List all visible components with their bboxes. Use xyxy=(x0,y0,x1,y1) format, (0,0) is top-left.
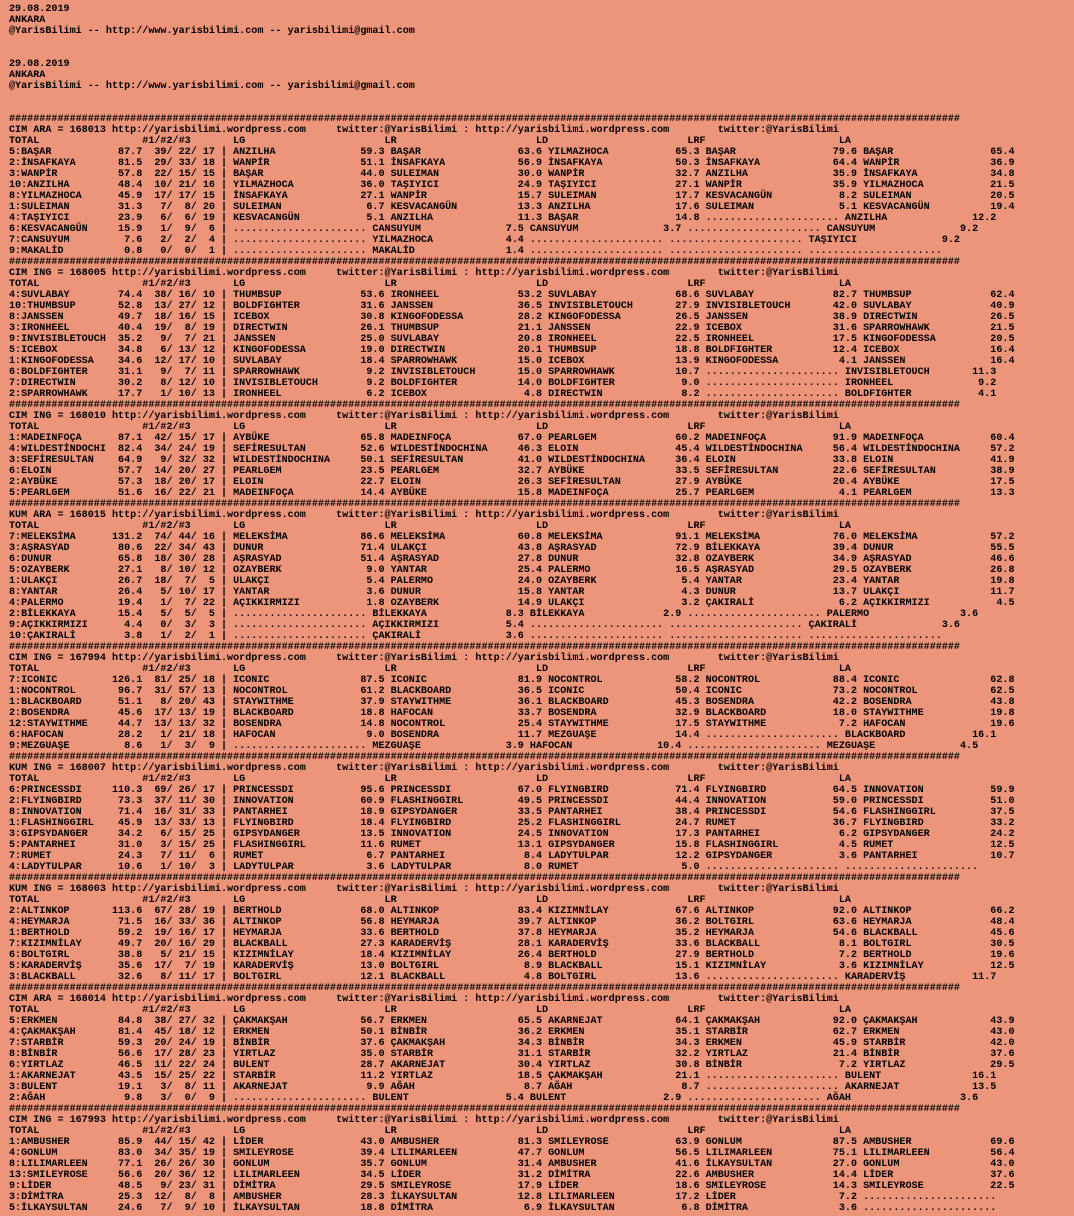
blank-line xyxy=(9,48,1074,59)
text-line: @YarisBilimi -- http://www.yarisbilimi.com -- yarisbilimi@gmail.com xyxy=(9,26,415,37)
text-line: 1:BERTHOLD 59.2 19/ 16/ 17 | HEYMARJA 33.6 BERTHOLD 37.8 HEYMARJA 35.2 HEYMARJA 54.6 BLACKBALL 45.6 xyxy=(9,928,1015,939)
text-line: 1:MADEINFOÇA 87.1 42/ 15/ 17 | AYBÜKE 65.8 MADEINFOÇA 67.0 PEARLGEM 60.2 MADEINFOÇA 91.9 MADEINFOÇA 60.4 xyxy=(9,433,1015,444)
text-line: 4:ÇAKMAKŞAH 81.4 45/ 18/ 12 | ERKMEN 50.1 BİNBİR 36.2 ERKMEN 35.1 STARBİR 62.7 ERKMEN 43.0 xyxy=(9,1027,1015,1038)
text-line: 4:GONLUM 83.0 34/ 35/ 19 | SMILEYROSE 39.4 LILIMARLEEN 47.7 GONLUM 56.5 LILIMARLEEN 75.1 LILIMARLEEN 56.4 xyxy=(9,1148,1015,1159)
text-line: 7:MELEKSİMA 131.2 74/ 44/ 16 | MELEKSİMA 86.6 MELEKSİMA 60.8 MELEKSİMA 91.1 MELEKSİMA 76.0 MELEKSİMA 57.2 xyxy=(9,532,1015,543)
separator-line: ############################################################################################################################################################# xyxy=(9,983,960,994)
text-line: 1:BLACKBOARD 51.1 8/ 20/ 43 | STAYWITHME 37.9 STAYWITHME 36.1 BLACKBOARD 45.3 BOSENDRA 42.2 BOSENDRA 43.8 xyxy=(9,697,1015,708)
race-header: KUM ING = 168007 http://yarisbilimi.wordpress.com twitter:@YarisBilimi : http://yarisbilimi.wordpress.com twitter:@YarisBilimi xyxy=(9,763,839,774)
text-line: 1:SULEIMAN 31.3 7/ 8/ 20 | SULEIMAN 6.7 KESVACANGÜN 13.3 ANZILHA 17.6 SULEIMAN 5.1 KESVACANGÜN 19.4 xyxy=(9,202,1015,213)
race-header: CIM ING = 167994 http://yarisbilimi.wordpress.com twitter:@YarisBilimi : http://yarisbilimi.wordpress.com twitter:@YarisBilimi xyxy=(9,653,839,664)
column-header: TOTAL #1/#2/#3 LG LR LD LRF LA xyxy=(9,1126,851,1137)
column-header: TOTAL #1/#2/#3 LG LR LD LRF LA xyxy=(9,422,851,433)
text-line: 2:FLYINGBIRD 73.3 37/ 11/ 30 | INNOVATION 60.9 FLASHINGGIRL 49.5 PRINCESSDI 44.4 INNOVATION 59.0 PRINCESSDI 51.0 xyxy=(9,796,1015,807)
text-line: 8:YANTAR 26.4 5/ 10/ 17 | YANTAR 3.6 DUNUR 15.8 YANTAR 4.3 DUNUR 13.7 ULAKÇI 11.7 xyxy=(9,587,1015,598)
text-line: 8:YILMAZHOCA 45.9 17/ 17/ 15 | İNSAFKAYA 27.1 WANPİR 15.7 SULEIMAN 17.7 KESVACANGÜN 8.2 SULEIMAN 20.5 xyxy=(9,191,1015,202)
text-line: 1:ULAKÇI 26.7 18/ 7/ 5 | ULAKÇI 5.4 PALERMO 24.0 OZAYBERK 5.4 YANTAR 23.4 YANTAR 19.8 xyxy=(9,576,1015,587)
text-line: 6:BOLDFIGHTER 31.1 9/ 7/ 11 | SPARROWHAWK 9.2 INVISIBLETOUCH 15.0 SPARROWHAWK 10.7 ...................... INVISIBLETOUCH 11.3 xyxy=(9,367,997,378)
text-line: 2:BİLEKKAYA 15.4 5/ 5/ 5 | ...................... BİLEKKAYA 8.3 BİLEKKAYA 2.9 ...................... PALERMO 3.6 xyxy=(9,609,979,620)
text-line: 8:JANSSEN 49.7 18/ 16/ 15 | ICEBOX 30.8 KINGOFODESSA 28.2 KINGOFODESSA 26.5 JANSSEN 38.9 DIRECTWIN 26.5 xyxy=(9,312,1015,323)
text-line: 9:INVISIBLETOUCH 35.2 9/ 7/ 21 | JANSSEN 25.0 SUVLABAY 20.8 IRONHEEL 22.5 IRONHEEL 17.5 KINGOFODESSA 20.5 xyxy=(9,334,1015,345)
text-line: 4:SUVLABAY 74.4 38/ 16/ 10 | THUMBSUP 53.6 IRONHEEL 53.2 SUVLABAY 68.6 SUVLABAY 82.7 THUMBSUP 62.4 xyxy=(9,290,1015,301)
column-header: TOTAL #1/#2/#3 LG LR LD LRF LA xyxy=(9,136,851,147)
text-line: 5:İLKAYSULTAN 24.6 7/ 9/ 10 | İLKAYSULTAN 18.8 DİMİTRA 6.9 İLKAYSULTAN 6.8 DİMİTRA 3.6 ...................... xyxy=(9,1203,997,1214)
text-line: 9:AÇIKKIRMIZI 4.4 0/ 3/ 3 | ...................... AÇIKKIRMIZI 5.4 ...................... ...................... ÇAKIRALİ 3.6 xyxy=(9,620,960,631)
text-line: 10:THUMBSUP 52.8 13/ 27/ 12 | BOLDFIGHTER 31.6 JANSSEN 36.5 INVISIBLETOUCH 27.9 INVISIBLETOUCH 42.0 SUVLABAY 40.9 xyxy=(9,301,1015,312)
text-line: 9:MEZGUAŞE 8.6 1/ 3/ 9 | ...................... MEZGUAŞE 3.9 HAFOCAN 10.4 ...................... MEZGUAŞE 4.5 xyxy=(9,741,979,752)
race-header: CIM ING = 168010 http://yarisbilimi.wordpress.com twitter:@YarisBilimi : http://yarisbilimi.wordpress.com twitter:@YarisBilimi xyxy=(9,411,839,422)
text-line: 5:PANTARHEI 31.0 3/ 15/ 25 | FLASHINGGIRL 11.6 RUMET 13.1 GIPSYDANGER 15.8 FLASHINGGIRL 4.5 RUMET 12.5 xyxy=(9,840,1015,851)
separator-line: ############################################################################################################################################################# xyxy=(9,499,960,510)
separator-line: ############################################################################################################################################################# xyxy=(9,873,960,884)
race-header: KUM ARA = 168015 http://yarisbilimi.wordpress.com twitter:@YarisBilimi : http://yarisbilimi.wordpress.com twitter:@YarisBilimi xyxy=(9,510,839,521)
text-line: 1:AMBUSHER 85.9 44/ 15/ 42 | LİDER 43.0 AMBUSHER 81.3 SMILEYROSE 63.9 GONLUM 87.5 AMBUSHER 69.6 xyxy=(9,1137,1015,1148)
text-line: 5:OZAYBERK 27.1 8/ 10/ 12 | OZAYBERK 9.0 YANTAR 25.4 PALERMO 16.5 AŞRASYAD 29.5 OZAYBERK 26.8 xyxy=(9,565,1015,576)
separator-line: ############################################################################################################################################################# xyxy=(9,642,960,653)
text-line: 29.08.2019 xyxy=(9,59,70,70)
text-line: 4:LADYTULPAR 10.6 1/ 10/ 3 | LADYTULPAR 3.6 LADYTULPAR 8.0 RUMET 5.0 ...................... ...................... xyxy=(9,862,979,873)
text-line: 4:PALERMO 19.4 1/ 7/ 22 | AÇIKKIRMIZI 1.8 OZAYBERK 14.9 ULAKÇI 3.2 ÇAKIRALİ 6.2 AÇIKKIRMIZI 4.5 xyxy=(9,598,1015,609)
text-line: 5:PEARLGEM 51.6 16/ 22/ 21 | MADEINFOÇA 14.4 AYBÜKE 15.8 MADEINFOÇA 25.7 PEARLGEM 4.1 PEARLGEM 13.3 xyxy=(9,488,1015,499)
text-line: 5:BAŞAR 87.7 39/ 22/ 17 | ANZILHA 59.3 BAŞAR 63.6 YILMAZHOCA 65.3 BAŞAR 79.6 BAŞAR 65.4 xyxy=(9,147,1015,158)
separator-line: ############################################################################################################################################################# xyxy=(9,752,960,763)
blank-line xyxy=(9,103,1074,114)
text-line: 4:WILDESTİNDOCHI 82.4 34/ 24/ 19 | SEFİRESULTAN 52.6 WILDESTİNDOCHINA 46.3 ELOIN 45.4 WILDESTİNDOCHINA 56.4 WILDESTİNDOCHINA 57.2 xyxy=(9,444,1015,455)
text-line: 7:ICONIC 126.1 81/ 25/ 18 | ICONIC 87.5 ICONIC 81.9 NOCONTROL 58.2 NOCONTROL 88.4 ICONIC 62.8 xyxy=(9,675,1015,686)
text-line: 1:AKARNEJAT 43.5 15/ 25/ 22 | STARBİR 11.2 YIRTLAZ 18.5 ÇAKMAKŞAH 21.1 ...................... BULENT 16.1 xyxy=(9,1071,997,1082)
text-line: 3:WANPİR 57.8 22/ 15/ 15 | BAŞAR 44.0 SULEIMAN 30.0 WANPİR 32.7 ANZILHA 35.9 İNSAFKAYA 34.8 xyxy=(9,169,1015,180)
column-header: TOTAL #1/#2/#3 LG LR LD LRF LA xyxy=(9,664,851,675)
text-line: 2:AYBÜKE 57.3 18/ 20/ 17 | ELOIN 22.7 ELOIN 26.3 SEFİRESULTAN 27.9 AYBÜKE 20.4 AYBÜKE 17.5 xyxy=(9,477,1015,488)
text-line: 2:AĞAH 9.8 3/ 0/ 9 | ...................... BULENT 5.4 BULENT 2.9 ...................... AĞAH 3.6 xyxy=(9,1093,979,1104)
text-line: 7:CANSUYUM 7.6 2/ 2/ 4 | ...................... YILMAZHOCA 4.4 ...................... ...................... TAŞIYICI 9.2 xyxy=(9,235,960,246)
text-line: 6:PRINCESSDI 110.3 69/ 26/ 17 | PRINCESSDI 95.6 PRINCESSDI 67.0 FLYINGBIRD 71.4 FLYINGBIRD 64.5 INNOVATION 59.9 xyxy=(9,785,1015,796)
text-line: 6:KESVACANGÜN 15.9 1/ 9/ 6 | ...................... CANSUYUM 7.5 CANSUYUM 3.7 ...................... CANSUYUM 9.2 xyxy=(9,224,979,235)
column-header: TOTAL #1/#2/#3 LG LR LD LRF LA xyxy=(9,774,851,785)
text-line: 9:LİDER 48.5 9/ 23/ 31 | DİMİTRA 29.5 SMILEYROSE 17.9 LİDER 18.6 SMILEYROSE 14.3 SMILEYROSE 22.5 xyxy=(9,1181,1015,1192)
column-header: TOTAL #1/#2/#3 LG LR LD LRF LA xyxy=(9,895,851,906)
text-line: 5:ERKMEN 84.8 38/ 27/ 32 | ÇAKMAKŞAH 56.7 ERKMEN 65.5 AKARNEJAT 64.1 ÇAKMAKŞAH 92.0 ÇAKMAKŞAH 43.9 xyxy=(9,1016,1015,1027)
text-line: 8:LILIMARLEEN 77.1 26/ 26/ 30 | GONLUM 35.7 GONLUM 31.4 AMBUSHER 41.6 İLKAYSULTAN 27.0 GONLUM 43.0 xyxy=(9,1159,1015,1170)
text-line: 3:SEFİRESULTAN 64.9 9/ 32/ 32 | WILDESTİNDOCHINA 50.1 SEFİRESULTAN 41.0 WILDESTİNDOCHINA 36.4 ELOIN 33.8 ELOIN 41.9 xyxy=(9,455,1015,466)
text-line: 6:HAFOCAN 28.2 1/ 21/ 18 | HAFOCAN 9.0 BOSENDRA 11.7 MEZGUAŞE 14.4 ...................... BLACKBOARD 16.1 xyxy=(9,730,997,741)
text-line: 10:ÇAKIRALİ 3.8 1/ 2/ 1 | ...................... ÇAKIRALİ 3.6 ...................... ...................... ...................... xyxy=(9,631,942,642)
separator-line: ############################################################################################################################################################# xyxy=(9,400,960,411)
text-line: 2:SPARROWHAWK 17.7 1/ 10/ 13 | IRONHEEL 6.2 ICEBOX 4.8 DIRECTWIN 8.2 ...................... BOLDFIGHTER 4.1 xyxy=(9,389,997,400)
race-header: CIM ARA = 168014 http://yarisbilimi.wordpress.com twitter:@YarisBilimi : http://yarisbilimi.wordpress.com twitter:@YarisBilimi xyxy=(9,994,839,1005)
separator-line: ############################################################################################################################################################# xyxy=(9,114,960,125)
race-header: CIM ING = 167993 http://yarisbilimi.wordpress.com twitter:@YarisBilimi : http://yarisbilimi.wordpress.com twitter:@YarisBilimi xyxy=(9,1115,839,1126)
column-header: TOTAL #1/#2/#3 LG LR LD LRF LA xyxy=(9,521,851,532)
text-line: 8:INNOVATION 71.4 16/ 31/ 33 | PANTARHEI 18.9 GIPSYDANGER 33.5 PANTARHEI 38.4 PRINCESSDI 54.6 FLASHINGGIRL 37.5 xyxy=(9,807,1015,818)
blank-line xyxy=(9,92,1074,103)
race-header: KUM ING = 168003 http://yarisbilimi.wordpress.com twitter:@YarisBilimi : http://yarisbilimi.wordpress.com twitter:@YarisBilimi xyxy=(9,884,839,895)
text-line: ANKARA xyxy=(9,15,46,26)
text-line: 7:RUMET 24.3 7/ 11/ 6 | RUMET 6.7 PANTARHEI 8.4 LADYTULPAR 12.2 GIPSYDANGER 3.6 PANTARHEI 10.7 xyxy=(9,851,1015,862)
text-line: 8:BİNBİR 56.6 17/ 28/ 23 | YIRTLAZ 35.0 STARBİR 31.1 STARBİR 32.2 YIRTLAZ 21.4 BİNBİR 37.6 xyxy=(9,1049,1015,1060)
separator-line: ############################################################################################################################################################# xyxy=(9,1104,960,1115)
text-line: 1:KINGOFODESSA 34.6 12/ 17/ 10 | SUVLABAY 18.4 SPARROWHAWK 15.0 ICEBOX 13.9 KINGOFODESSA 4.1 JANSSEN 16.4 xyxy=(9,356,1015,367)
text-line: 5:ICEBOX 34.8 6/ 13/ 12 | KINGOFODESSA 19.0 DIRECTWIN 20.1 THUMBSUP 18.8 BOLDFIGHTER 12.4 ICEBOX 16.4 xyxy=(9,345,1015,356)
text-line: 6:YIRTLAZ 46.5 11/ 22/ 24 | BULENT 28.7 AKARNEJAT 30.4 YIRTLAZ 30.8 BİNBİR 7.2 YIRTLAZ 29.5 xyxy=(9,1060,1015,1071)
text-line: 29.08.2019 xyxy=(9,4,70,15)
text-line: 2:İNSAFKAYA 81.5 29/ 33/ 18 | WANPİR 51.1 İNSAFKAYA 56.9 İNSAFKAYA 50.3 İNSAFKAYA 64.4 WANPİR 36.9 xyxy=(9,158,1015,169)
text-line: 3:GIPSYDANGER 34.2 6/ 15/ 25 | GIPSYDANGER 13.5 INNOVATION 24.5 INNOVATION 17.3 PANTARHEI 6.2 GIPSYDANGER 24.2 xyxy=(9,829,1015,840)
separator-line: ############################################################################################################################################################# xyxy=(9,257,960,268)
text-line: 6:ELOIN 57.7 14/ 20/ 27 | PEARLGEM 23.5 PEARLGEM 32.7 AYBÜKE 33.5 SEFİRESULTAN 22.6 SEFİRESULTAN 38.9 xyxy=(9,466,1015,477)
text-line: 1:FLASHINGGIRL 45.9 13/ 33/ 13 | FLYINGBIRD 18.4 FLYINGBIRD 25.2 FLASHINGGIRL 24.7 RUMET 36.7 FLYINGBIRD 33.2 xyxy=(9,818,1015,829)
text-line: 4:TAŞIYICI 23.9 6/ 6/ 19 | KESVACANGÜN 5.1 ANZILHA 11.3 BAŞAR 14.8 ...................... ANZILHA 12.2 xyxy=(9,213,997,224)
text-line: 3:DİMİTRA 25.3 12/ 8/ 8 | AMBUSHER 28.3 İLKAYSULTAN 12.8 LILIMARLEEN 17.2 LİDER 7.2 ...................... xyxy=(9,1192,997,1203)
text-line: 1:NOCONTROL 96.7 31/ 57/ 13 | NOCONTROL 61.2 BLACKBOARD 36.5 ICONIC 50.4 ICONIC 73.2 NOCONTROL 62.5 xyxy=(9,686,1015,697)
column-header: TOTAL #1/#2/#3 LG LR LD LRF LA xyxy=(9,1005,851,1016)
text-line: 3:AŞRASYAD 80.6 22/ 34/ 43 | DUNUR 71.4 ULAKÇI 43.8 AŞRASYAD 72.9 BİLEKKAYA 39.4 DUNUR 55.5 xyxy=(9,543,1015,554)
blank-line xyxy=(9,37,1074,48)
text-line: 2:ALTINKOP 113.6 67/ 28/ 19 | BERTHOLD 68.0 ALTINKOP 83.4 KIZIMNİLAY 67.6 ALTINKOP 92.0 ALTINKOP 66.2 xyxy=(9,906,1015,917)
text-line: 13:SMILEYROSE 56.6 20/ 36/ 12 | LILIMARLEEN 34.5 LİDER 31.2 DİMİTRA 22.6 AMBUSHER 14.4 LİDER 37.6 xyxy=(9,1170,1015,1181)
text-line: 12:STAYWITHME 44.7 13/ 13/ 32 | BOSENDRA 14.8 NOCONTROL 25.4 STAYWITHME 17.5 STAYWITHME 7.2 HAFOCAN 19.6 xyxy=(9,719,1015,730)
text-line: 7:DIRECTWIN 30.2 8/ 12/ 10 | INVISIBLETOUCH 9.2 BOLDFIGHTER 14.0 BOLDFIGHTER 9.0 ...................... IRONHEEL 9.2 xyxy=(9,378,997,389)
text-line: 7:STARBİR 59.3 20/ 24/ 19 | BİNBİR 37.6 ÇAKMAKŞAH 34.3 BİNBİR 34.3 ERKMEN 45.9 STARBİR 42.0 xyxy=(9,1038,1015,1049)
race-header: CIM ING = 168005 http://yarisbilimi.wordpress.com twitter:@YarisBilimi : http://yarisbilimi.wordpress.com twitter:@YarisBilimi xyxy=(9,268,839,279)
text-line: 4:HEYMARJA 71.5 16/ 33/ 36 | ALTINKOP 56.8 HEYMARJA 39.7 ALTINKOP 36.2 BOLTGIRL 63.6 HEYMARJA 48.4 xyxy=(9,917,1015,928)
text-line: 3:IRONHEEL 40.4 19/ 8/ 19 | DIRECTWIN 26.1 THUMBSUP 21.1 JANSSEN 22.9 ICEBOX 31.6 SPARROWHAWK 21.5 xyxy=(9,323,1015,334)
text-line: 5:KARADERVİŞ 35.6 17/ 7/ 19 | KARADERVİŞ 13.0 BOLTGIRL 8.9 BLACKBALL 15.1 KIZIMNİLAY 3.6 KIZIMNİLAY 12.5 xyxy=(9,961,1015,972)
text-line: 3:BULENT 19.1 3/ 8/ 11 | AKARNEJAT 9.9 AĞAH 8.7 AĞAH 8.7 ...................... AKARNEJAT 13.5 xyxy=(9,1082,997,1093)
text-line: 6:DUNUR 65.8 18/ 30/ 28 | AŞRASYAD 51.4 AŞRASYAD 27.8 DUNUR 32.8 OZAYBERK 34.9 AŞRASYAD 46.6 xyxy=(9,554,1015,565)
text-line: 7:KIZIMNİLAY 49.7 20/ 16/ 29 | BLACKBALL 27.3 KARADERVİŞ 28.1 KARADERVİŞ 33.6 BLACKBALL 8.1 BOLTGIRL 30.5 xyxy=(9,939,1015,950)
text-line: 9:MAKALİD 0.8 0/ 0/ 1 | ...................... MAKALİD 1.4 ...................... ...................... ...................... xyxy=(9,246,942,257)
text-line: 10:ANZILHA 48.4 10/ 21/ 16 | YILMAZHOCA 36.0 TAŞIYICI 24.9 TAŞIYICI 27.1 WANPİR 35.9 YILMAZHOCA 21.5 xyxy=(9,180,1015,191)
text-line: @YarisBilimi -- http://www.yarisbilimi.com -- yarisbilimi@gmail.com xyxy=(9,81,415,92)
race-header: CIM ARA = 168013 http://yarisbilimi.wordpress.com twitter:@YarisBilimi : http://yarisbilimi.wordpress.com twitter:@YarisBilimi xyxy=(9,125,839,136)
text-line: 6:BOLTGIRL 38.8 5/ 21/ 15 | KIZIMNİLAY 18.4 KIZIMNİLAY 26.4 BERTHOLD 27.9 BERTHOLD 7.2 BERTHOLD 19.6 xyxy=(9,950,1015,961)
text-line: 2:BOSENDRA 45.6 17/ 13/ 19 | BLACKBOARD 18.8 HAFOCAN 33.7 BOSENDRA 32.9 BLACKBOARD 18.0 STAYWITHME 19.8 xyxy=(9,708,1015,719)
column-header: TOTAL #1/#2/#3 LG LR LD LRF LA xyxy=(9,279,851,290)
text-line: 3:BLACKBALL 32.6 8/ 11/ 17 | BOLTGIRL 12.1 BLACKBALL 4.8 BOLTGIRL 13.6 ...................... KARADERVİŞ 11.7 xyxy=(9,972,997,983)
text-line: ANKARA xyxy=(9,70,46,81)
